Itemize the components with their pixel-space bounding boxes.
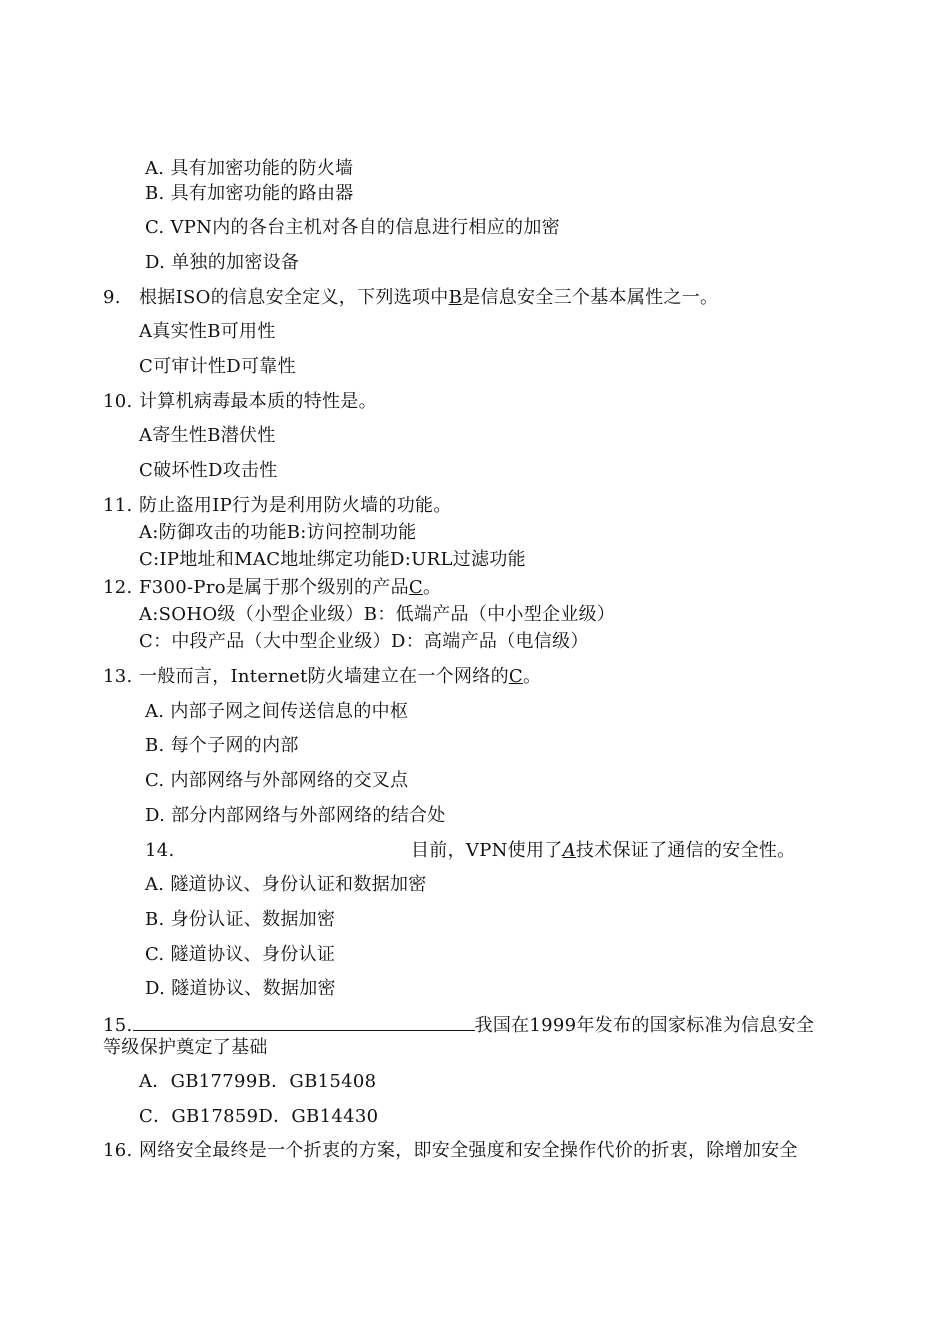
q10-options-line2: C破坏性D攻击性 — [139, 460, 278, 481]
q11-options-line1: A:防御攻击的功能B:访问控制功能 — [139, 522, 417, 543]
q15-blank — [133, 1012, 475, 1031]
q14-option-a: A. 隧道协议、身份认证和数据加密 — [145, 874, 427, 895]
q8-option-d: D. 单独的加密设备 — [145, 252, 300, 273]
q13-option-c: C. 内部网络与外部网络的交叉点 — [145, 770, 409, 791]
q12-number: 12. — [103, 577, 133, 598]
q11-stem: 防止盗用IP行为是利用防火墙的功能。 — [139, 495, 452, 516]
q12-text-before: F300-Pro是属于那个级别的产品 — [139, 577, 409, 598]
q14-stem — [411, 839, 795, 863]
q10-stem: 计算机病毒最本质的特性是。 — [139, 391, 377, 412]
q12-stem — [139, 576, 441, 600]
q11-number: 11. — [103, 495, 133, 516]
q10-number: 10. — [103, 391, 133, 412]
q10-options-line1: A寄生性B潜伏性 — [139, 425, 276, 446]
q9-stem — [139, 286, 718, 310]
q14-option-d: D. 隧道协议、数据加密 — [145, 978, 336, 999]
q14-answer: A — [562, 840, 576, 861]
q16-number: 16. — [103, 1140, 133, 1161]
q13-text-before: 一般而言，Internet防火墙建立在一个网络的 — [139, 666, 509, 687]
q9-answer: B — [448, 287, 463, 308]
q9-options-line2: C可审计性D可靠性 — [139, 356, 296, 377]
q11-options-line2: C:IP地址和MAC地址绑定功能D:URL过滤功能 — [139, 549, 526, 570]
q13-number: 13. — [103, 666, 133, 687]
q14-option-b: B. 身份认证、数据加密 — [145, 909, 336, 930]
q13-stem — [139, 665, 541, 689]
q9-text-before: 根据ISO的信息安全定义，下列选项中 — [139, 287, 449, 308]
q8-option-a: A. 具有加密功能的防火墙 — [145, 158, 354, 179]
q8-option-b: B. 具有加密功能的路由器 — [145, 183, 354, 204]
q15-stem — [103, 1012, 814, 1038]
q12-text-after: 。 — [422, 577, 442, 598]
q13-option-a: A. 内部子网之间传送信息的中枢 — [145, 701, 409, 722]
q13-text-after: 。 — [522, 666, 542, 687]
q15-text-line1: 我国在1999年发布的国家标准为信息安全 — [474, 1015, 815, 1036]
q9-number: 9. — [103, 287, 121, 308]
q15-text-line2: 等级保护奠定了基础 — [103, 1037, 268, 1058]
q8-option-c: C. VPN内的各台主机对各自的信息进行相应的加密 — [145, 217, 560, 238]
q12-options-line2: C：中段产品（大中型企业级）D：高端产品（电信级） — [139, 631, 589, 652]
q12-answer: C — [408, 577, 423, 598]
q9-options-line1: A真实性B可用性 — [139, 321, 276, 342]
q15-options-line2: C．GB17859D．GB14430 — [139, 1106, 379, 1127]
q16-stem: 网络安全最终是一个折衷的方案，即安全强度和安全操作代价的折衷，除增加安全 — [139, 1140, 798, 1161]
q14-option-c: C. 隧道协议、身份认证 — [145, 944, 336, 965]
q13-answer: C — [508, 666, 523, 687]
q9-text-after: 是信息安全三个基本属性之一。 — [462, 287, 719, 308]
q13-option-d: D. 部分内部网络与外部网络的结合处 — [145, 805, 446, 826]
q14-text-before: 目前，VPN使用了 — [411, 840, 563, 861]
q13-option-b: B. 每个子网的内部 — [145, 735, 299, 756]
q15-options-line1: A．GB17799B．GB15408 — [139, 1071, 377, 1092]
q15-number: 15. — [103, 1015, 133, 1036]
q12-options-line1: A:SOHO级（小型企业级）B：低端产品（中小型企业级） — [139, 604, 616, 625]
q14-number: 14. — [145, 840, 175, 861]
q14-text-after: 技术保证了通信的安全性。 — [575, 840, 796, 861]
